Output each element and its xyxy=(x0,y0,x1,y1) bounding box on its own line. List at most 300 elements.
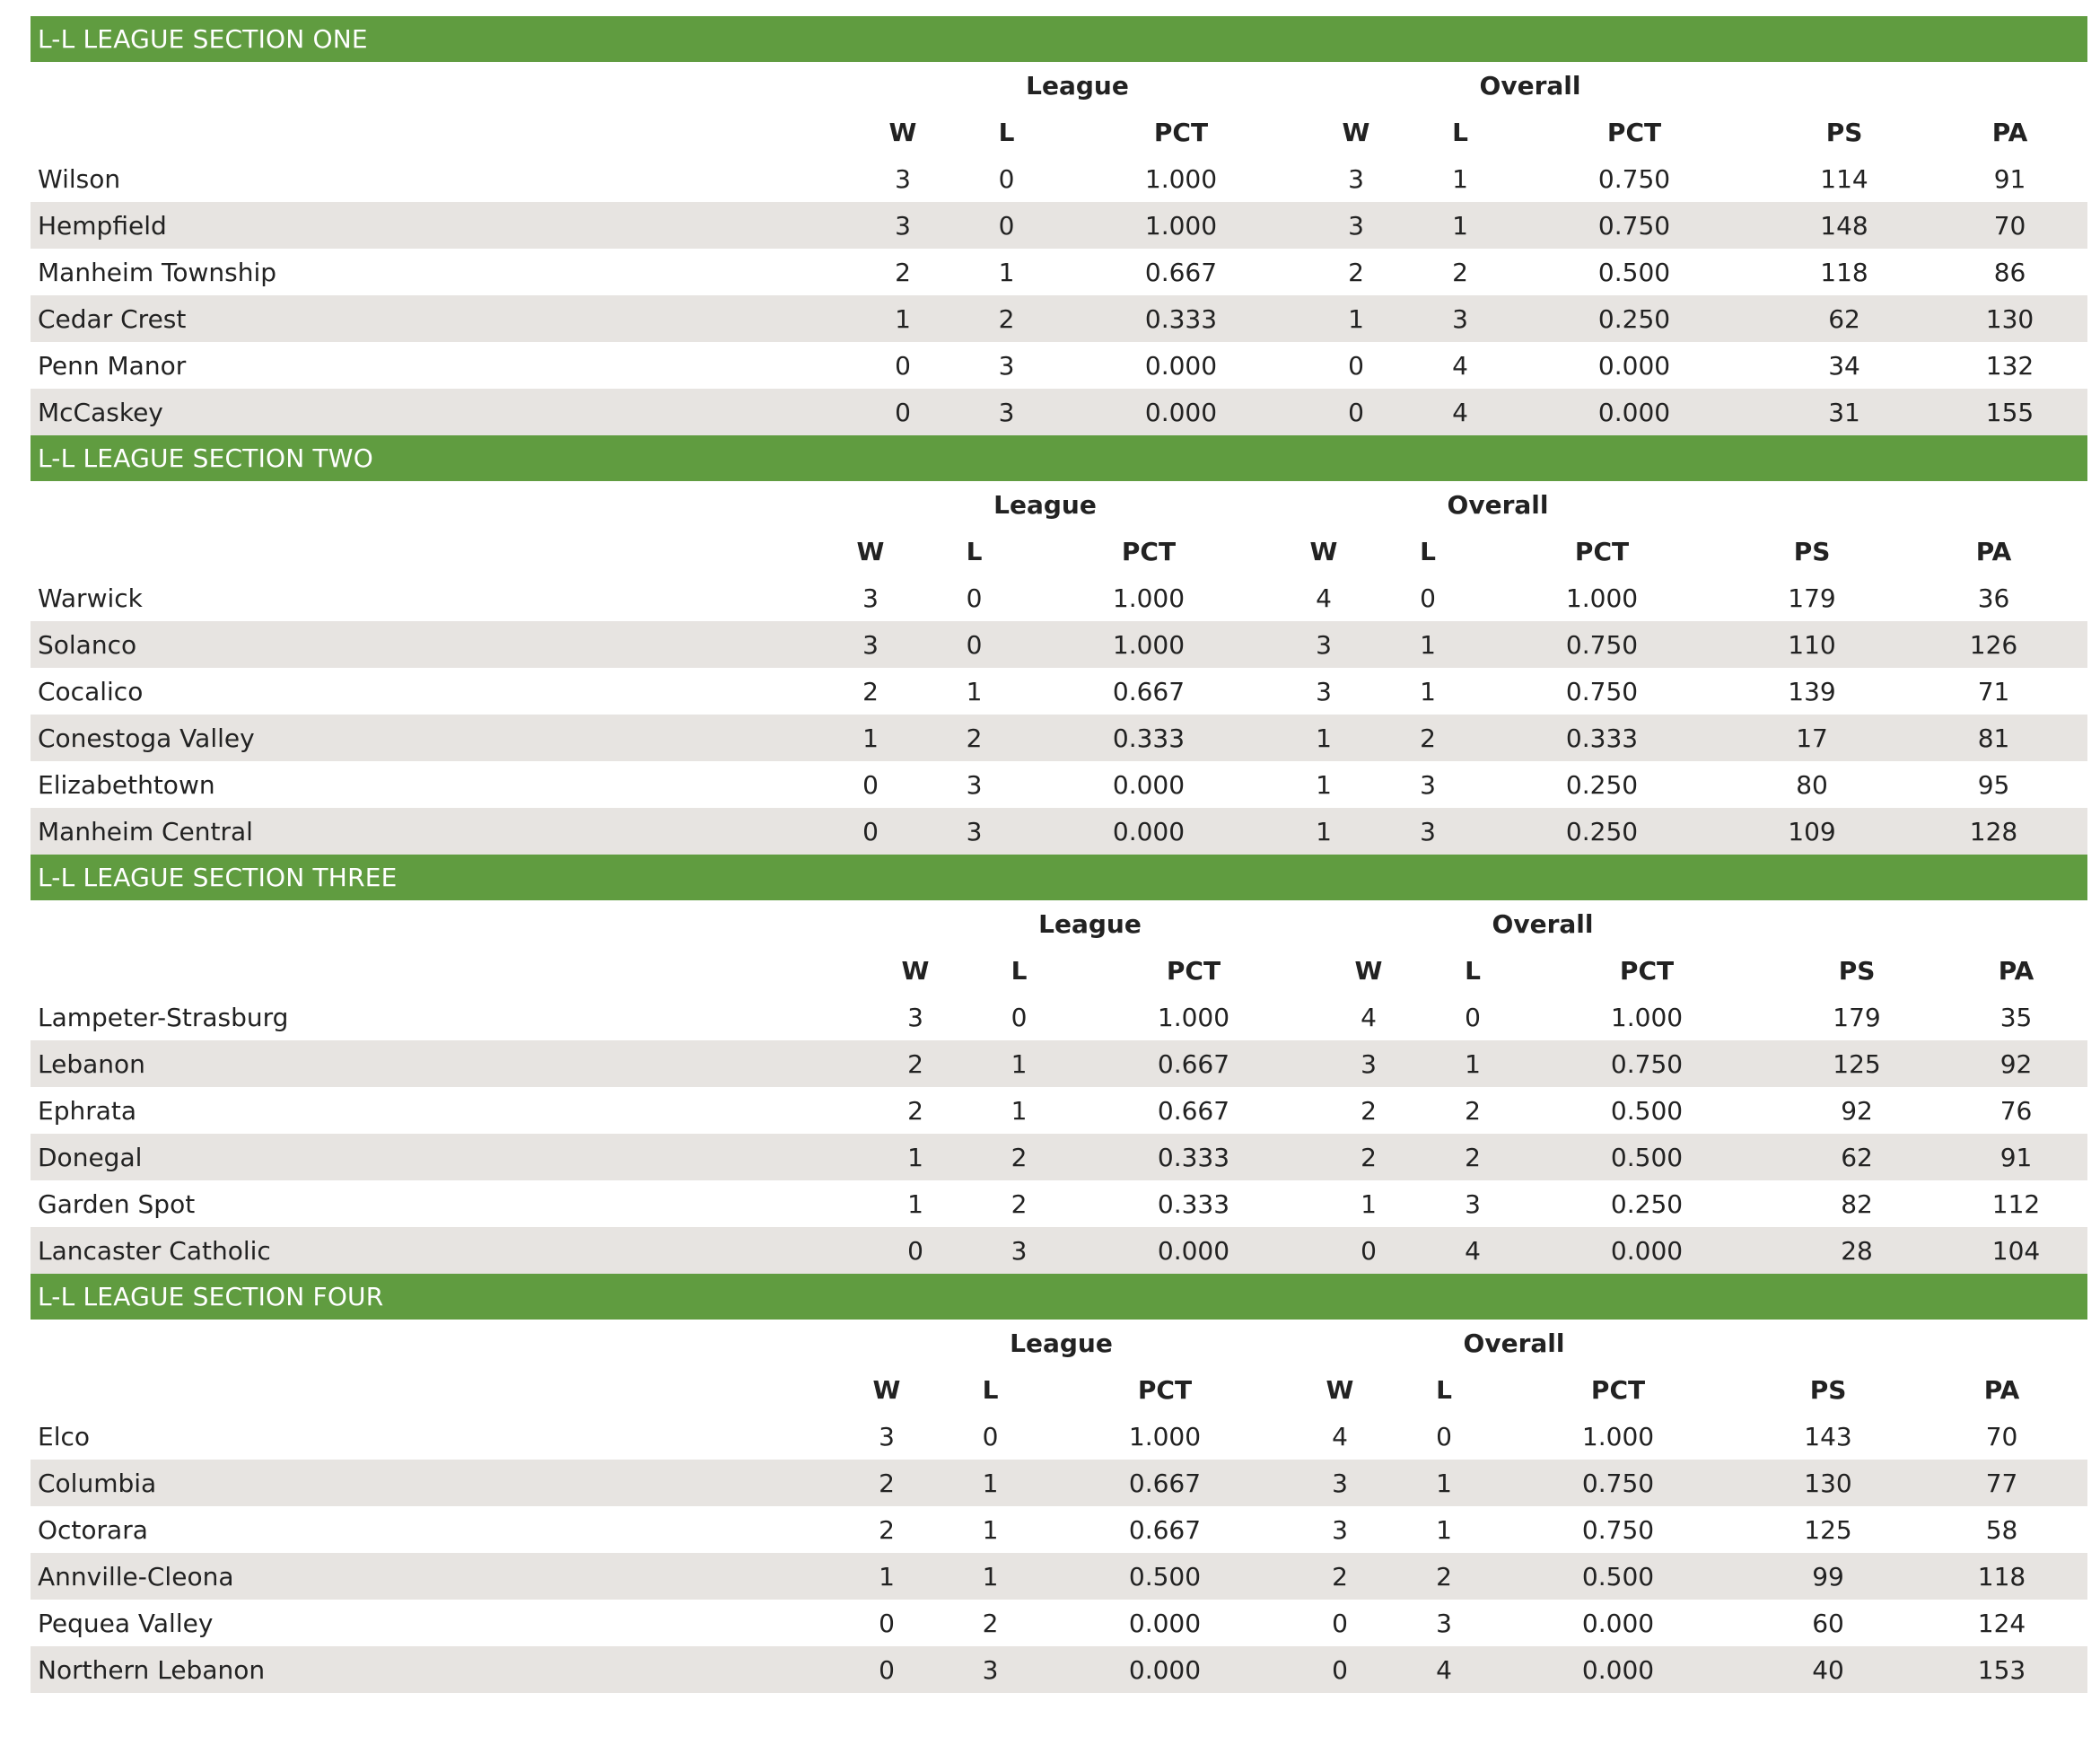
table-row xyxy=(31,1180,2087,1227)
cell-league-w: 2 xyxy=(851,249,955,295)
cell-overall-pct: 0.750 xyxy=(1512,155,1756,202)
cell-ps: 139 xyxy=(1724,668,1900,715)
cell-overall-l: 1 xyxy=(1408,155,1512,202)
cell-overall-pct: 0.750 xyxy=(1496,1506,1740,1553)
cell-league-pct: 0.000 xyxy=(1026,808,1272,855)
cell-league-l: 0 xyxy=(967,994,1071,1040)
team-name: Cocalico xyxy=(31,668,818,715)
group-header-row xyxy=(31,62,2087,109)
cell-league-l: 3 xyxy=(939,1646,1042,1693)
cell-league-w: 0 xyxy=(835,1646,939,1693)
cell-overall-l: 1 xyxy=(1421,1040,1525,1087)
cell-ps: 179 xyxy=(1724,574,1900,621)
column-header-overall-pct: PCT xyxy=(1619,955,1675,986)
cell-ps: 130 xyxy=(1740,1460,1916,1506)
cell-league-l: 2 xyxy=(967,1134,1071,1180)
cell-overall-pct: 0.000 xyxy=(1525,1227,1769,1274)
table-row xyxy=(31,1134,2087,1180)
column-header-overall-w: W xyxy=(1326,1374,1354,1405)
blank-cell xyxy=(1945,900,2087,947)
team-name: Manheim Central xyxy=(31,808,818,855)
column-header-overall-w: W xyxy=(1309,536,1338,566)
cell-overall-pct: 0.500 xyxy=(1525,1087,1769,1134)
cell-league-l: 1 xyxy=(923,668,1026,715)
standings-table xyxy=(31,62,2087,435)
cell-league-w: 1 xyxy=(863,1180,967,1227)
table-row xyxy=(31,994,2087,1040)
team-name: Wilson xyxy=(31,155,851,202)
blank-cell xyxy=(31,947,863,994)
cell-league-pct: 0.667 xyxy=(1042,1506,1288,1553)
cell-overall-l: 0 xyxy=(1376,574,1480,621)
team-name: Pequea Valley xyxy=(31,1600,835,1646)
cell-league-pct: 0.500 xyxy=(1042,1553,1288,1600)
cell-overall-w: 3 xyxy=(1304,202,1408,249)
standings-table xyxy=(31,1320,2087,1693)
cell-overall-pct: 0.750 xyxy=(1512,202,1756,249)
cell-league-l: 3 xyxy=(923,808,1026,855)
column-header-ps: PS xyxy=(1793,536,1831,566)
column-header-overall-l: L xyxy=(1436,1374,1452,1405)
cell-league-l: 1 xyxy=(955,249,1058,295)
cell-league-pct: 0.000 xyxy=(1071,1227,1317,1274)
column-header-overall-l: L xyxy=(1452,117,1468,147)
cell-pa: 35 xyxy=(1945,994,2087,1040)
column-header-league-w: W xyxy=(901,955,930,986)
cell-overall-pct: 0.750 xyxy=(1480,668,1724,715)
cell-league-l: 3 xyxy=(955,342,1058,389)
group-label-league: League xyxy=(993,489,1097,520)
cell-overall-l: 3 xyxy=(1376,808,1480,855)
cell-overall-l: 2 xyxy=(1421,1134,1525,1180)
section-title: L-L LEAGUE SECTION ONE xyxy=(31,16,2087,62)
cell-league-w: 2 xyxy=(818,668,923,715)
cell-overall-pct: 0.250 xyxy=(1480,761,1724,808)
team-name: McCaskey xyxy=(31,389,851,435)
cell-league-w: 3 xyxy=(818,621,923,668)
cell-ps: 62 xyxy=(1756,295,1932,342)
cell-overall-pct: 1.000 xyxy=(1496,1413,1740,1460)
cell-overall-l: 0 xyxy=(1421,994,1525,1040)
cell-overall-l: 1 xyxy=(1392,1506,1496,1553)
cell-overall-pct: 1.000 xyxy=(1525,994,1769,1040)
cell-overall-w: 3 xyxy=(1304,155,1408,202)
cell-overall-l: 4 xyxy=(1408,389,1512,435)
cell-league-pct: 0.667 xyxy=(1071,1087,1317,1134)
cell-ps: 110 xyxy=(1724,621,1900,668)
cell-league-w: 3 xyxy=(818,574,923,621)
cell-ps: 99 xyxy=(1740,1553,1916,1600)
column-header-league-pct: PCT xyxy=(1137,1374,1193,1405)
cell-ps: 80 xyxy=(1724,761,1900,808)
column-header-league-l: L xyxy=(966,536,983,566)
team-name: Northern Lebanon xyxy=(31,1646,835,1693)
cell-overall-l: 2 xyxy=(1376,715,1480,761)
cell-overall-l: 1 xyxy=(1376,668,1480,715)
cell-overall-w: 1 xyxy=(1272,761,1376,808)
cell-ps: 118 xyxy=(1756,249,1932,295)
cell-league-w: 2 xyxy=(835,1506,939,1553)
section-title: L-L LEAGUE SECTION TWO xyxy=(31,435,2087,481)
group-label-overall: Overall xyxy=(1447,489,1549,520)
cell-pa: 128 xyxy=(1900,808,2087,855)
cell-league-w: 2 xyxy=(863,1040,967,1087)
blank-cell xyxy=(31,528,818,574)
cell-overall-pct: 0.250 xyxy=(1512,295,1756,342)
column-header-league-l: L xyxy=(982,1374,999,1405)
cell-league-l: 2 xyxy=(967,1180,1071,1227)
cell-league-pct: 0.333 xyxy=(1026,715,1272,761)
cell-pa: 104 xyxy=(1945,1227,2087,1274)
cell-league-pct: 0.000 xyxy=(1058,342,1304,389)
blank-cell xyxy=(31,109,851,155)
cell-league-l: 3 xyxy=(955,389,1058,435)
cell-overall-w: 1 xyxy=(1304,295,1408,342)
cell-overall-pct: 1.000 xyxy=(1480,574,1724,621)
cell-overall-l: 0 xyxy=(1392,1413,1496,1460)
standings-section xyxy=(31,16,2087,435)
cell-overall-w: 2 xyxy=(1317,1134,1421,1180)
column-header-league-l: L xyxy=(1011,955,1028,986)
cell-overall-l: 1 xyxy=(1392,1460,1496,1506)
blank-cell xyxy=(1756,62,1932,109)
table-row xyxy=(31,715,2087,761)
column-header-row xyxy=(31,528,2087,574)
cell-overall-w: 4 xyxy=(1317,994,1421,1040)
column-header-overall-w: W xyxy=(1354,955,1383,986)
table-row xyxy=(31,295,2087,342)
cell-overall-w: 1 xyxy=(1317,1180,1421,1227)
column-header-league-w: W xyxy=(888,117,917,147)
cell-overall-pct: 0.000 xyxy=(1512,389,1756,435)
column-header-pa: PA xyxy=(1991,117,2028,147)
cell-overall-w: 0 xyxy=(1304,389,1408,435)
group-header-row xyxy=(31,1320,2087,1366)
cell-overall-w: 0 xyxy=(1317,1227,1421,1274)
cell-league-pct: 1.000 xyxy=(1026,621,1272,668)
team-name: Annville-Cleona xyxy=(31,1553,835,1600)
group-header-row xyxy=(31,900,2087,947)
cell-overall-w: 0 xyxy=(1288,1600,1392,1646)
column-header-row xyxy=(31,109,2087,155)
group-label-overall: Overall xyxy=(1492,908,1594,939)
cell-league-pct: 0.000 xyxy=(1042,1600,1288,1646)
cell-overall-w: 3 xyxy=(1288,1460,1392,1506)
cell-league-pct: 0.000 xyxy=(1058,389,1304,435)
team-name: Solanco xyxy=(31,621,818,668)
blank-cell xyxy=(1740,1320,1916,1366)
cell-league-l: 2 xyxy=(923,715,1026,761)
cell-pa: 76 xyxy=(1945,1087,2087,1134)
cell-league-l: 0 xyxy=(939,1413,1042,1460)
table-row xyxy=(31,155,2087,202)
cell-overall-w: 3 xyxy=(1317,1040,1421,1087)
cell-pa: 70 xyxy=(1916,1413,2087,1460)
cell-pa: 77 xyxy=(1916,1460,2087,1506)
cell-overall-w: 0 xyxy=(1304,342,1408,389)
cell-league-pct: 0.667 xyxy=(1071,1040,1317,1087)
cell-overall-w: 3 xyxy=(1288,1506,1392,1553)
cell-league-pct: 0.667 xyxy=(1026,668,1272,715)
cell-pa: 92 xyxy=(1945,1040,2087,1087)
cell-overall-w: 1 xyxy=(1272,715,1376,761)
cell-overall-l: 2 xyxy=(1408,249,1512,295)
cell-overall-l: 3 xyxy=(1392,1600,1496,1646)
column-header-league-w: W xyxy=(856,536,885,566)
cell-ps: 179 xyxy=(1769,994,1945,1040)
standings-section xyxy=(31,435,2087,855)
cell-league-pct: 1.000 xyxy=(1058,202,1304,249)
column-header-league-pct: PCT xyxy=(1153,117,1209,147)
cell-overall-pct: 0.333 xyxy=(1480,715,1724,761)
cell-league-l: 3 xyxy=(967,1227,1071,1274)
cell-league-pct: 0.333 xyxy=(1058,295,1304,342)
team-name: Garden Spot xyxy=(31,1180,863,1227)
cell-league-w: 0 xyxy=(863,1227,967,1274)
column-header-ps: PS xyxy=(1838,955,1876,986)
cell-pa: 58 xyxy=(1916,1506,2087,1553)
cell-league-w: 3 xyxy=(851,155,955,202)
team-name: Lampeter-Strasburg xyxy=(31,994,863,1040)
cell-ps: 31 xyxy=(1756,389,1932,435)
cell-overall-pct: 0.000 xyxy=(1496,1646,1740,1693)
column-header-overall-pct: PCT xyxy=(1606,117,1662,147)
cell-overall-w: 2 xyxy=(1317,1087,1421,1134)
team-name: Conestoga Valley xyxy=(31,715,818,761)
blank-cell xyxy=(1724,481,1900,528)
cell-pa: 153 xyxy=(1916,1646,2087,1693)
cell-pa: 126 xyxy=(1900,621,2087,668)
column-header-league-pct: PCT xyxy=(1121,536,1177,566)
team-name: Octorara xyxy=(31,1506,835,1553)
cell-league-l: 1 xyxy=(967,1040,1071,1087)
cell-league-w: 2 xyxy=(863,1087,967,1134)
cell-overall-pct: 0.250 xyxy=(1525,1180,1769,1227)
column-header-overall-l: L xyxy=(1465,955,1481,986)
column-header-ps: PS xyxy=(1825,117,1863,147)
cell-overall-l: 4 xyxy=(1408,342,1512,389)
cell-league-l: 0 xyxy=(923,574,1026,621)
cell-overall-l: 2 xyxy=(1421,1087,1525,1134)
cell-league-pct: 0.000 xyxy=(1042,1646,1288,1693)
group-header-row xyxy=(31,481,2087,528)
team-name: Cedar Crest xyxy=(31,295,851,342)
cell-overall-l: 1 xyxy=(1408,202,1512,249)
cell-league-w: 2 xyxy=(835,1460,939,1506)
cell-league-pct: 1.000 xyxy=(1042,1413,1288,1460)
cell-pa: 36 xyxy=(1900,574,2087,621)
table-row xyxy=(31,621,2087,668)
standings-page xyxy=(31,16,2087,1693)
cell-league-w: 3 xyxy=(835,1413,939,1460)
cell-overall-l: 1 xyxy=(1376,621,1480,668)
cell-league-pct: 0.667 xyxy=(1058,249,1304,295)
cell-pa: 91 xyxy=(1932,155,2087,202)
group-label-overall: Overall xyxy=(1479,70,1581,101)
cell-overall-w: 2 xyxy=(1304,249,1408,295)
cell-pa: 81 xyxy=(1900,715,2087,761)
cell-ps: 92 xyxy=(1769,1087,1945,1134)
blank-cell xyxy=(31,62,851,109)
cell-overall-l: 2 xyxy=(1392,1553,1496,1600)
cell-league-l: 0 xyxy=(955,155,1058,202)
cell-overall-l: 4 xyxy=(1392,1646,1496,1693)
column-header-pa: PA xyxy=(1998,955,2034,986)
blank-cell xyxy=(1916,1320,2087,1366)
team-name: Lebanon xyxy=(31,1040,863,1087)
cell-pa: 124 xyxy=(1916,1600,2087,1646)
blank-cell xyxy=(1769,900,1945,947)
table-row xyxy=(31,1227,2087,1274)
column-header-overall-pct: PCT xyxy=(1590,1374,1646,1405)
cell-league-pct: 1.000 xyxy=(1071,994,1317,1040)
standings-table xyxy=(31,481,2087,855)
cell-league-l: 0 xyxy=(955,202,1058,249)
cell-league-pct: 1.000 xyxy=(1026,574,1272,621)
cell-pa: 91 xyxy=(1945,1134,2087,1180)
cell-league-w: 0 xyxy=(818,808,923,855)
table-row xyxy=(31,761,2087,808)
cell-pa: 95 xyxy=(1900,761,2087,808)
cell-league-w: 0 xyxy=(851,389,955,435)
cell-overall-pct: 0.000 xyxy=(1512,342,1756,389)
cell-ps: 17 xyxy=(1724,715,1900,761)
column-header-overall-l: L xyxy=(1420,536,1436,566)
table-row xyxy=(31,342,2087,389)
cell-overall-l: 3 xyxy=(1376,761,1480,808)
table-row xyxy=(31,389,2087,435)
cell-league-pct: 0.333 xyxy=(1071,1180,1317,1227)
cell-ps: 109 xyxy=(1724,808,1900,855)
table-row xyxy=(31,574,2087,621)
team-name: Donegal xyxy=(31,1134,863,1180)
cell-league-w: 3 xyxy=(863,994,967,1040)
table-row xyxy=(31,1553,2087,1600)
cell-overall-l: 4 xyxy=(1421,1227,1525,1274)
team-name: Elco xyxy=(31,1413,835,1460)
cell-ps: 60 xyxy=(1740,1600,1916,1646)
cell-overall-w: 2 xyxy=(1288,1553,1392,1600)
cell-league-w: 0 xyxy=(818,761,923,808)
table-row xyxy=(31,249,2087,295)
cell-league-w: 0 xyxy=(835,1600,939,1646)
cell-ps: 125 xyxy=(1740,1506,1916,1553)
table-row xyxy=(31,1413,2087,1460)
cell-overall-l: 3 xyxy=(1421,1180,1525,1227)
cell-ps: 125 xyxy=(1769,1040,1945,1087)
cell-pa: 112 xyxy=(1945,1180,2087,1227)
team-name: Lancaster Catholic xyxy=(31,1227,863,1274)
team-name: Columbia xyxy=(31,1460,835,1506)
cell-pa: 155 xyxy=(1932,389,2087,435)
table-row xyxy=(31,808,2087,855)
cell-league-l: 2 xyxy=(955,295,1058,342)
group-label-league: League xyxy=(1026,70,1129,101)
column-header-pa: PA xyxy=(1983,1374,2020,1405)
table-row xyxy=(31,1040,2087,1087)
cell-league-pct: 0.667 xyxy=(1042,1460,1288,1506)
cell-pa: 70 xyxy=(1932,202,2087,249)
cell-overall-pct: 0.500 xyxy=(1512,249,1756,295)
column-header-overall-w: W xyxy=(1342,117,1370,147)
cell-ps: 34 xyxy=(1756,342,1932,389)
cell-league-l: 1 xyxy=(939,1553,1042,1600)
table-row xyxy=(31,202,2087,249)
column-header-row xyxy=(31,947,2087,994)
cell-ps: 62 xyxy=(1769,1134,1945,1180)
cell-league-w: 3 xyxy=(851,202,955,249)
column-header-league-l: L xyxy=(998,117,1015,147)
cell-overall-w: 0 xyxy=(1288,1646,1392,1693)
column-header-overall-pct: PCT xyxy=(1574,536,1630,566)
cell-pa: 130 xyxy=(1932,295,2087,342)
column-header-ps: PS xyxy=(1809,1374,1847,1405)
standings-section xyxy=(31,1274,2087,1693)
cell-league-w: 1 xyxy=(835,1553,939,1600)
cell-overall-l: 3 xyxy=(1408,295,1512,342)
standings-section xyxy=(31,855,2087,1274)
cell-league-l: 0 xyxy=(923,621,1026,668)
team-name: Penn Manor xyxy=(31,342,851,389)
cell-league-pct: 0.333 xyxy=(1071,1134,1317,1180)
table-row xyxy=(31,1646,2087,1693)
blank-cell xyxy=(31,900,863,947)
standings-table xyxy=(31,900,2087,1274)
cell-ps: 82 xyxy=(1769,1180,1945,1227)
cell-overall-w: 3 xyxy=(1272,668,1376,715)
team-name: Manheim Township xyxy=(31,249,851,295)
group-label-league: League xyxy=(1010,1328,1113,1358)
table-row xyxy=(31,668,2087,715)
cell-overall-pct: 0.750 xyxy=(1525,1040,1769,1087)
column-header-league-pct: PCT xyxy=(1166,955,1221,986)
cell-ps: 40 xyxy=(1740,1646,1916,1693)
column-header-pa: PA xyxy=(1975,536,2012,566)
table-row xyxy=(31,1087,2087,1134)
cell-overall-pct: 0.000 xyxy=(1496,1600,1740,1646)
cell-pa: 86 xyxy=(1932,249,2087,295)
cell-league-pct: 1.000 xyxy=(1058,155,1304,202)
cell-league-l: 1 xyxy=(967,1087,1071,1134)
column-header-league-w: W xyxy=(872,1374,901,1405)
cell-ps: 148 xyxy=(1756,202,1932,249)
blank-cell xyxy=(31,1366,835,1413)
cell-league-l: 1 xyxy=(939,1460,1042,1506)
cell-overall-pct: 0.750 xyxy=(1496,1460,1740,1506)
blank-cell xyxy=(1900,481,2087,528)
column-header-row xyxy=(31,1366,2087,1413)
cell-overall-w: 4 xyxy=(1272,574,1376,621)
cell-ps: 28 xyxy=(1769,1227,1945,1274)
section-title: L-L LEAGUE SECTION THREE xyxy=(31,855,2087,900)
group-label-overall: Overall xyxy=(1463,1328,1565,1358)
cell-overall-w: 4 xyxy=(1288,1413,1392,1460)
cell-league-w: 1 xyxy=(851,295,955,342)
table-row xyxy=(31,1600,2087,1646)
cell-league-w: 0 xyxy=(851,342,955,389)
cell-pa: 71 xyxy=(1900,668,2087,715)
section-title: L-L LEAGUE SECTION FOUR xyxy=(31,1274,2087,1320)
blank-cell xyxy=(31,481,818,528)
cell-overall-pct: 0.750 xyxy=(1480,621,1724,668)
cell-pa: 118 xyxy=(1916,1553,2087,1600)
team-name: Warwick xyxy=(31,574,818,621)
cell-league-l: 2 xyxy=(939,1600,1042,1646)
blank-cell xyxy=(1932,62,2087,109)
cell-league-w: 1 xyxy=(818,715,923,761)
cell-overall-w: 1 xyxy=(1272,808,1376,855)
cell-league-l: 3 xyxy=(923,761,1026,808)
